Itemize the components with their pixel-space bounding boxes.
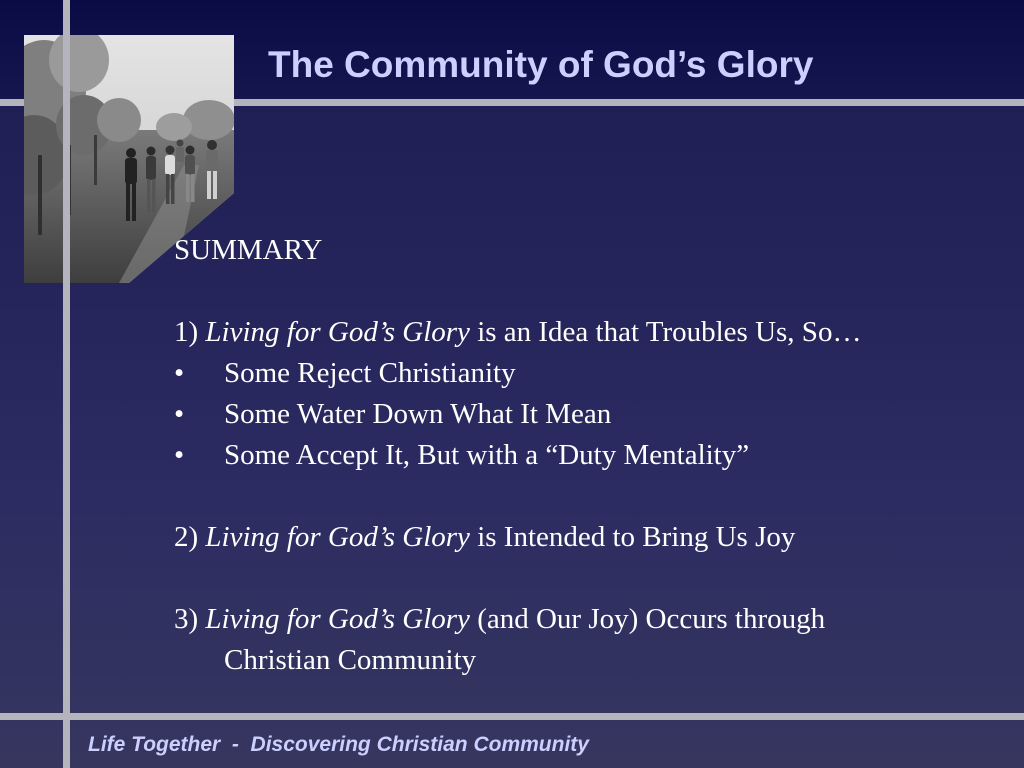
slide-title: The Community of God’s Glory (268, 44, 814, 85)
footer-text: Life Together - Discovering Christian Community (88, 733, 589, 756)
point-3-emphasis: Living for God’s Glory (205, 603, 470, 635)
point-2-number: 2) (174, 521, 206, 553)
bullet-item (174, 435, 1004, 476)
point-3-number: 3) (174, 603, 206, 635)
left-divider (63, 0, 70, 768)
bullet-item (174, 353, 1004, 394)
bullet-marker: • (174, 398, 185, 430)
bullet-item (174, 394, 1004, 435)
point-1 (174, 312, 1004, 353)
bullet-text: Some Reject Christianity (224, 357, 516, 389)
point-1-number: 1) (174, 316, 206, 348)
bottom-divider (0, 713, 1024, 720)
summary-body (174, 230, 1004, 681)
point-2-emphasis: Living for God’s Glory (205, 521, 470, 553)
point-1-emphasis: Living for God’s Glory (205, 316, 470, 348)
point-2-text: is Intended to Bring Us Joy (469, 521, 796, 553)
point-1-text: is an Idea that Troubles Us, So… (469, 316, 862, 348)
point-3-text: (and Our Joy) Occurs through (469, 603, 826, 635)
bullet-marker: • (174, 357, 185, 389)
summary-heading: SUMMARY (174, 234, 323, 266)
bullet-marker: • (174, 439, 185, 471)
bullet-text: Some Accept It, But with a “Duty Mentality” (224, 439, 750, 471)
point-3 (174, 599, 1004, 640)
bullet-text: Some Water Down What It Mean (224, 398, 612, 430)
point-2 (174, 517, 1004, 558)
point-3-continuation: Christian Community (224, 644, 477, 676)
